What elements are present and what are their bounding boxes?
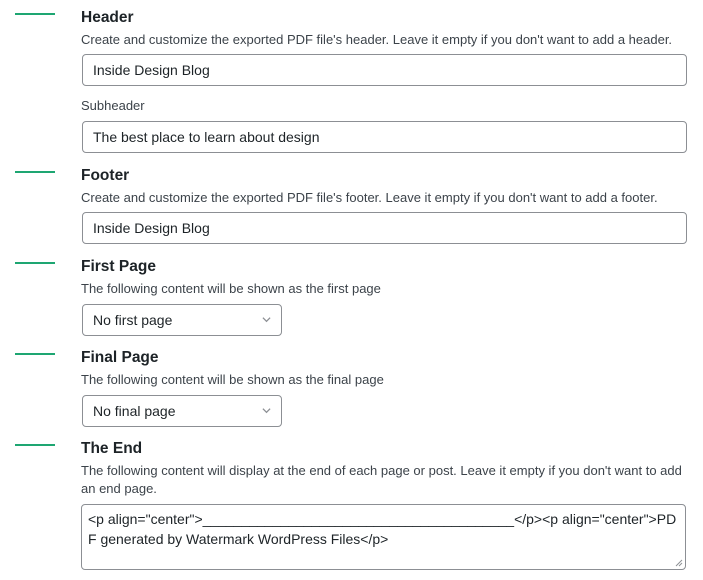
resize-handle-icon[interactable] <box>675 559 683 567</box>
chevron-down-icon <box>262 406 271 415</box>
the-end-textarea-value: <p align="center">________________________________________</p><p align="center">PDF generated by Watermark WordPress Files</p> <box>88 511 677 547</box>
first-page-select-value: No first page <box>93 312 173 328</box>
the-end-description: The following content will display at the end of each page or post. Leave it empty if you don't want to add an end page. <box>81 463 682 496</box>
first-page-select[interactable] <box>82 304 282 336</box>
first-page-description: The following content will be shown as the first page <box>81 281 381 296</box>
section-marker-footer <box>15 171 55 173</box>
header-title: Header <box>81 9 134 26</box>
section-marker-first-page <box>15 262 55 264</box>
final-page-select-value: No final page <box>93 403 176 419</box>
footer-input[interactable]: Inside Design Blog <box>82 212 687 244</box>
final-page-description: The following content will be shown as the final page <box>81 372 384 387</box>
subheader-input[interactable]: The best place to learn about design <box>82 121 687 153</box>
header-description: Create and customize the exported PDF file's header. Leave it empty if you don't want to add a header. <box>81 32 673 47</box>
the-end-textarea[interactable] <box>81 504 686 570</box>
final-page-title: Final Page <box>81 349 159 366</box>
final-page-select[interactable] <box>82 395 282 427</box>
subheader-label: Subheader <box>81 98 145 113</box>
section-marker-the-end <box>15 444 55 446</box>
footer-description: Create and customize the exported PDF file's footer. Leave it empty if you don't want to add a footer. <box>81 190 658 205</box>
section-marker-header <box>15 13 55 15</box>
the-end-title: The End <box>81 440 143 457</box>
footer-title: Footer <box>81 167 130 184</box>
first-page-title: First Page <box>81 258 156 275</box>
chevron-down-icon <box>262 315 271 324</box>
section-marker-final-page <box>15 353 55 355</box>
header-input[interactable]: Inside Design Blog <box>82 54 687 86</box>
